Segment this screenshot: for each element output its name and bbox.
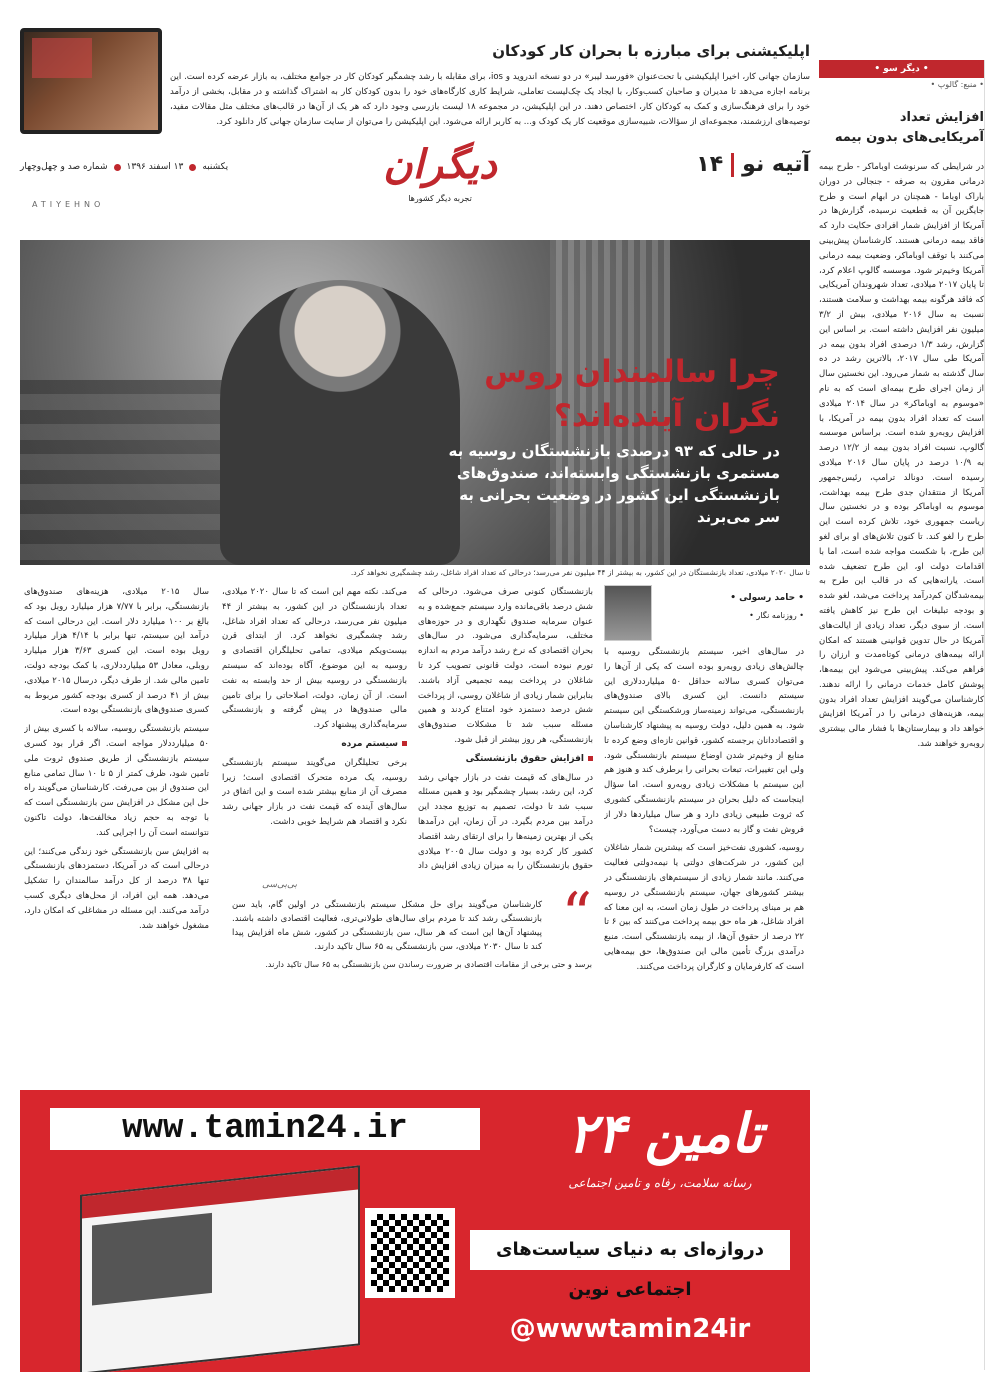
masthead-latin-label: ATIYEHNO	[32, 200, 105, 209]
top-promo	[20, 28, 810, 138]
ad-social-handle[interactable]: @wwwtamin24ir	[509, 1314, 751, 1344]
masthead-logo-tagline: تجربه دیگر کشورها	[408, 194, 472, 203]
pullquote-tail: برسد و حتی برخی از مقامات اقتصادی بر ضرورت رساندن سن بازنشستگی به ۶۵ سال تاکید دارند.	[265, 960, 592, 969]
section-divider	[731, 153, 734, 177]
red-dot-icon	[189, 164, 196, 171]
article-paragraph: بازنشستگان کنونی صرف می‌شود. درحالی که شش درصد باقی‌مانده وارد سیستم جمع‌شده و به عنوان سرمایه صندوق نگهداری و در حوزه‌های مختلف، سرمایه‌گذاری می‌شود. در سال‌های بحران اقتصادی که نرخ رشد درآمد مردم به اندازه تورم نبوده است، دولت قانونی تصویب کرد تا شاغلان در پرداخت بیمه تجمیعی آزاد باشند. بنابراین شمار زیادی از شاغلان روسی، از پرداخت شش درصد دستمزد خود امتناع کردند و همین مسئله سبب شد تا مشکلات صندوق‌های بازنشستگی، هر روز بیشتر از قبل شود.	[418, 587, 593, 745]
hero-lead: در حالی که ۹۳ درصدی بازنشستگان روسیه به مستمری بازنشستگی وابسته‌اند، صندوق‌های بازنشستگی این کشور در وضعیت بحرانی به سر می‌برند	[448, 442, 780, 526]
article-paragraph: سال ۲۰۱۵ میلادی، هزینه‌های صندوق‌های بازنشستگی، برابر با ۷/۷۷ هزار میلیارد روبل بود که بالغ بر ۱۰۰ میلیارد دلار است. این درحالی است که درآمد این سیستم، تنها برابر با ۴/۱۴ هزار میلیارد روبل بوده است. این کسری ۳/۶۳ هزار میلیارد روبلی، معادل ۵۳ میلیارددلاری، با کمک بودجه دولت، تامین مالی شد. از طرف دیگر، درسال ۲۰۱۵ میلادی، بیش از ۴۱ درصد از کسری بودجه کشور مربوط به کسری صندوق‌های بازنشستگی بوده است.	[24, 587, 209, 716]
promo-title: اپلیکیشنی برای مبارزه با بحران کار کودکان	[492, 42, 810, 60]
masthead-logo: دیگران	[383, 141, 497, 188]
sidebar-article	[820, 60, 985, 1370]
pullquote-signature: بی‌بی‌سی	[262, 880, 298, 890]
pullquote-text: کارشناسان می‌گویند برای حل مشکل سیستم بازنشستگی در اولین گام، باید سن بازنشستگی رشد کند تا مردم برای سال‌های طولانی‌تری، فعالیت اقتصادی داشته باشند. پیشنهاد آن‌ها این است که هر سال، سن بازنشستگی در کشور، شش ماه افزایش پیدا کند تا سال ۲۰۳۰ میلادی، سن بازنشستگی به ۶۵ سال تاکید دارند.	[232, 900, 542, 952]
qr-code-icon[interactable]	[365, 1208, 455, 1298]
masthead	[20, 140, 810, 210]
article-subheading: سیستم مرده	[222, 737, 407, 752]
section-header	[696, 152, 810, 177]
article-paragraph: سیستم بازنشستگی روسیه، سالانه با کسری بیش از ۵۰ میلیارددلار مواجه است. اگر قرار بود کسری سیستم بازنشستگی از طریق صندوق ثروت ملی تامین شود، ظرف کمتر از ۵ تا ۱۰ سال تمامی منابع این صندوق از بین می‌رفت. کارشناسان می‌گویند راه حل این مشکل در افزایش سن بازنشستگی است که با توجه به حجم زیاد مخالفت‌ها، دولت تاکنون نتوانسته است آن را اجرایی کند.	[24, 724, 209, 838]
article-column-2	[418, 585, 593, 875]
sidebar-source: • منبع: گالوپ •	[930, 80, 984, 89]
author-role: • روزنامه نگار •	[749, 611, 804, 620]
masthead-issue: شماره صد و چهل‌وچهار	[20, 162, 108, 172]
sidebar-title: افزایش تعداد آمریکایی‌های بدون بیمه	[834, 110, 984, 145]
article-subheading: افزایش حقوق بازنشستگی	[418, 752, 593, 767]
author-name: • حامد رسولی •	[730, 593, 804, 603]
advertisement[interactable]	[20, 1090, 810, 1372]
pullquote	[222, 880, 592, 980]
masthead-day: یکشنبه	[202, 162, 229, 172]
sidebar-tag: • دیگر سو •	[819, 60, 984, 78]
red-dot-icon	[114, 164, 121, 171]
sidebar-body: در شرایطی که سرنوشت اوباماکر - طرح بیمه درمانی مقرون به صرفه - جنجالی در دوران باراک اوباما - همچنان در ابهام است و طرح جایگزین آن به قطعیت نرسیده، گزارش‌ها در آمریکا از افزایش شمار افرادی حکایت دارد که فاقد بیمه درمانی هستند. کارشناسان پیش‌بینی می‌کنند با توقف اوباماکر، وضعیت بیمه درمانی آمریکا وخیم‌تر شود. موسسه گالوپ اعلام کرد، تا پایان ۲۰۱۷ میلادی، تعداد شهروندان آمریکایی که فاقد هرگونه بیمه بهداشت و سلامت هستند، نسبت به سال ۲۰۱۶ میلادی، بیش از ۳/۲ میلیون نفر افزایش داشته است. بر اساس این گزارش، رشد ۱/۳ درصدی افراد بدون بیمه در آمریکا طی سال ۲۰۱۷، بالاترین رشد در ده سال گذشته به شمار می‌رود. این نخستین سال از زمان اجرای طرح بیمه‌ای است که به نام «موسوم به اوباماکر» در سال ۲۰۱۴ میلادی است که تعداد افراد بدون بیمه در آمریکا، با افزایش روبه‌رو شده است. براساس موسسه گالوپ، نسبت افراد بدون بیمه از ۱۲/۲ درصد به ۱۰/۹ درصد در پایان سال ۲۰۱۶ میلادی رسیده است. دونالد ترامپ، رئیس‌جمهور آمریکا از منتقدان جدی طرح بیمه بهداشت، موسوم به اوباماکر بوده و در نخستین سال ریاست جمهوری خود، تلاش کرده است این طرح را لغو کند. تا کنون تلاش‌های او برای لغو این طرح، با شکست مواجه شده است، اما با اقدامات دولت او، این طرح تضعیف شده است. یارانه‌هایی که در قالب این طرح به بیمه‌شدگان کم‌درآمد پرداخت می‌شد، لغو شده و بودجه تبلیغات این طرح نیز کاهش یافته است. از سوی دیگر، تعداد زیادی از ایالت‌های آمریکا در حال تدوین قوانینی هستند که امکان ارائه بیمه‌های درمانی کوتاه‌مدت و ارزان را فراهم می‌کند. پیش‌بینی می‌شود این بیمه‌ها، پوشش کامل خدمات درمانی را ارائه ندهند. کارشناسان می‌گویند افزایش تعداد افراد بدون بیمه، هزینه‌های درمانی را در آمریکا افزایش خواهد داد و بیمارستان‌ها با فشار مالی بیشتری روبه‌رو خواهند شد.	[819, 162, 984, 750]
promo-body: سازمان جهانی کار، اخیرا اپلیکیشنی با تحت‌عنوان «فورسد لیبر» در دو نسخه اندروید و ios، برای مقابله با رشد چشمگیر کودکان کار در جوامع مختلف، به بازار عرضه کرده است. این برنامه اجازه می‌دهد تا مدیران و صاحبان کسب‌وکار، با ایجاد یک چک‌لیست تعاملی، شرایط کاری کارگاه‌های خود را بدون کودکان کار به اشتراک گذاشته و در مقابل، بخشی از درآمد خود را برای فرهنگ‌سازی و کمک به کودکان کار، اختصاص دهند. در این اپلیکیشن، در مجموعه ۱۸ لیست بازرسی وجود دارد که هر یک از آن‌ها در قالب‌های مختلف مثل مقالات مفید، توصیه‌های ارزشمند، مجموعه‌ای از سؤالات، شبیه‌سازی موقعیت کار یک کودک و... به کاربر ارائه می‌شود. این اپلیکیشن را می‌توان از سایت سازمان جهانی کار دانلود کرد.	[170, 72, 810, 127]
article-paragraph: به افزایش سن بازنشستگی خود زندگی می‌کنند؛ این درحالی است که در آمریکا، دستمزدهای بازنشستگی تنها ۳۸ درصد از کل درآمد سالمندان را تشکیل می‌دهد. همه این افراد، از محل‌های دیگری کسب درآمد می‌کنند. این مسئله در مشاغلی که امکان دارد، مشغول خواهند شد.	[24, 846, 209, 931]
masthead-date-text: ۱۳ اسفند ۱۳۹۶	[126, 162, 184, 172]
article-column-3	[222, 585, 407, 875]
article-paragraph: در سال‌های اخیر، سیستم بازنشستگی روسیه با چالش‌های زیادی روبه‌رو بوده است که یکی از آن‌ها را می‌توان کسری سالانه حداقل ۵۰ میلیارددلاری این سیستم دانست. این کسری بالای صندوق‌های بازنشستگی، می‌تواند زمینه‌ساز ورشکستگی این سیستم شود. به همین دلیل، دولت روسیه به پیشنهاد کارشناسان و اقتصاددانان برجسته کشور، قوانین تازه‌ای وضع کرده تا منابع از وخیم‌تر شدن اوضاع سیستم بازنشستگی شود. ولی این تغییرات، تبعات بحرانی را برطرف کند و هنوز هم این سیستم با مشکلات زیادی روبه‌رو است. اما سؤال اینجاست که دلیل بحران در سیستم بازنشستگی کشوری که ثروت طبیعی زیادی دارد و هر سال میلیاردها دلار از فروش نفت و گاز به دست می‌آورد، چیست؟	[604, 647, 804, 835]
hero-caption: تا سال ۲۰۲۰ میلادی، تعداد بازنشستگان در این کشور، به بیشتر از ۴۴ میلیون نفر می‌رسد؛ درحالی که تعداد افراد شاغل، رشد چشمگیری نخواهد کرد.	[350, 568, 810, 577]
masthead-date	[20, 162, 228, 172]
ad-website-mockup	[80, 1165, 360, 1372]
ad-slogan: دروازه‌ای به دنیای سیاست‌های اجتماعی نوین	[470, 1230, 790, 1270]
ad-logo: تامین ۲۴	[567, 1101, 763, 1165]
article-column-4	[24, 585, 209, 1085]
article-paragraph: می‌کند. نکته مهم این است که تا سال ۲۰۲۰ میلادی، تعداد بازنشستگان در این کشور، به بیشتر از ۴۴ میلیون نفر می‌رسد، درحالی که تعداد افراد شاغل، رشد چشمگیری نخواهد کرد. از ابتدای قرن بیست‌ویکم میلادی، تمامی تحلیلگران اقتصادی و روسیه به این موضوع، آگاه بوده‌اند که سیستم بازنشستگی در روسیه بیش از حد وابسته به نفت است. از آن زمان، دولت، اصلاحاتی را برای تامین مالی صندوق‌ها در پیش گرفته و بازنشستگی سرمایه‌گذاری پیشنهاد کرد.	[222, 587, 407, 731]
article-column-1	[604, 585, 804, 1085]
section-name: آتیه نو	[742, 152, 810, 177]
article-paragraph: در سال‌های که قیمت نفت در بازار جهانی رشد کرد، این رشد، بسیار چشمگیر بود و همین مسئله سبب شد تا دولت، تصمیم به توزیع مجدد این درآمد بین مردم بگیرد. در آن زمان، این درآمدها یکی از بهترین زمینه‌ها را برای ارتقای رشد اقتصاد کشور کار کرده بود و دولت سال ۲۰۰۵ میلادی حقوق بازنشستگان را به میزان زیادی افزایش داد	[418, 772, 593, 872]
hero-photo	[20, 240, 810, 565]
promo-thumbnail-image	[20, 28, 162, 134]
page-number: ۱۴	[696, 152, 724, 177]
elderly-man-figure	[220, 280, 460, 565]
ad-url[interactable]: www.tamin24.ir	[50, 1108, 480, 1150]
hero-title: چرا سالمندان روس نگران آینده‌اند؟	[484, 354, 780, 434]
ad-tagline: رسانه سلامت، رفاه و تامین اجتماعی	[568, 1176, 752, 1190]
quote-mark-icon: “	[561, 880, 592, 950]
article-paragraph: روسیه، کشوری نفت‌خیز است که بیشترین شمار شاغلان این کشور، در شرکت‌های دولتی یا نیمه‌دولتی فعالیت می‌کنند. مانند شمار زیادی از سیستم‌های بازنشستگی در بیشتر کشورهای جهان، سیستم بازنشستگی در روسیه هم بر مبنای پرداخت در طول زمان است، به این معنا که افراد شاغل، هر ماه حق بیمه پرداخت می‌کنند که بین ۶ تا ۲۲ درصد از حقوق آن‌ها، از بیمه بازنشستگی است. منبع درآمدی بزرگ تأمین مالی این صندوق‌ها، حق بیمه‌هایی است که کارفرمایان و کارگران پرداخت می‌کنند.	[604, 843, 804, 972]
article-paragraph: برخی تحلیلگران می‌گویند سیستم بازنشستگی روسیه، یک مرده متحرک اقتصادی است؛ زیرا مصرف آن از منابع بیشتر شده است و این اتفاق در سال‌های آینده که قیمت نفت در بازار جهانی رشد نکرد و اقتصاد هم شرایط خوبی داشت.	[222, 757, 407, 827]
